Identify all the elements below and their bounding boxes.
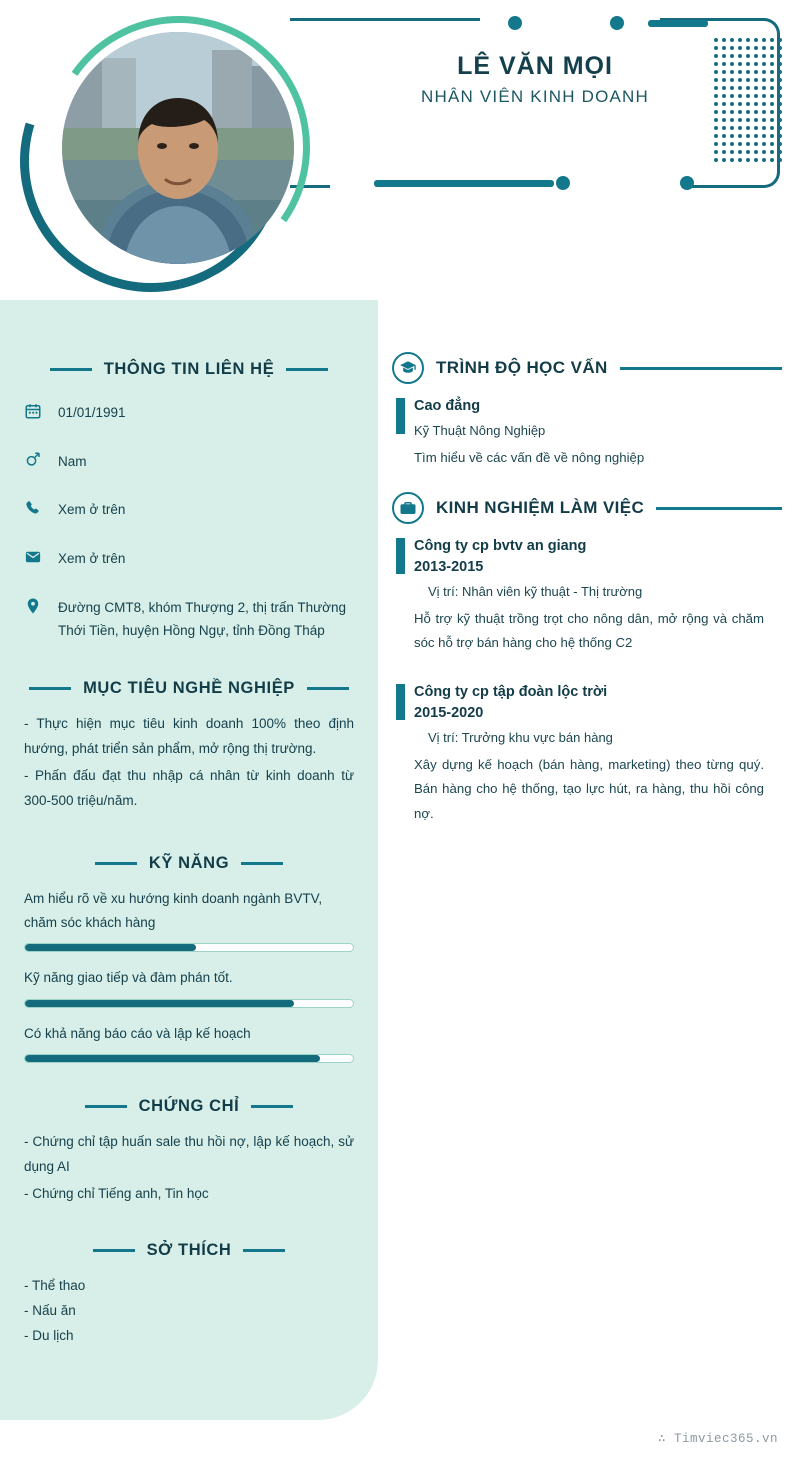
experience-company: Công ty cp tập đoàn lộc trời (414, 683, 608, 700)
contact-item-birthdate (24, 401, 350, 428)
email-icon (24, 548, 44, 574)
cv-header (0, 0, 800, 300)
objective-heading (24, 679, 354, 698)
job-title: NHÂN VIÊN KINH DOANH (420, 87, 650, 106)
objective-line-2: - Phấn đấu đạt thu nhập cá nhân từ kinh doanh từ 300-500 triệu/năm. (24, 767, 354, 808)
rule-right (241, 862, 283, 865)
education-major: Kỹ Thuật Nông Nghiệp (414, 423, 546, 439)
rule-right (656, 507, 782, 510)
experience-position: Vị trí: Trưởng khu vực bán hàng (428, 729, 613, 745)
gender-icon (24, 451, 44, 477)
contact-item-email[interactable] (24, 547, 350, 574)
experience-item (414, 682, 764, 826)
avatar (62, 32, 294, 264)
phone-icon (24, 499, 44, 525)
contact-item-address (24, 596, 350, 643)
experience-accent-bar (396, 684, 405, 720)
calendar-icon (24, 402, 44, 428)
hobby-line-3: - Du lịch (24, 1327, 74, 1343)
cv-body (0, 300, 800, 1460)
hobbies-heading (24, 1241, 354, 1260)
briefcase-icon (392, 492, 424, 524)
education-degree: Cao đẳng (414, 398, 481, 414)
rule-right (251, 1105, 293, 1108)
skill-progress (24, 943, 354, 952)
hobbies-heading-label: SỞ THÍCH (146, 1240, 232, 1259)
experience-heading (392, 492, 800, 524)
hobby-line-1: - Thể thao (24, 1277, 86, 1293)
skill-progress-fill (25, 1055, 320, 1062)
skills-heading (24, 854, 354, 873)
page-title: LÊ VĂN MỌI (457, 52, 613, 80)
header-bar-bottom (374, 180, 554, 187)
education-item (414, 396, 764, 470)
certificates-heading (24, 1097, 354, 1116)
experience-position: Vị trí: Nhân viên kỹ thuật - Thị trường (428, 584, 643, 600)
experience-company: Công ty cp bvtv an giang (414, 538, 587, 555)
name-block (300, 52, 770, 107)
rule-left (29, 687, 71, 690)
graduation-cap-icon (392, 352, 424, 384)
experience-period: 2015-2020 (414, 704, 484, 721)
education-description: Tìm hiểu về các vấn đề về nông nghiệp (414, 449, 645, 465)
contact-value-birthdate: 01/01/1991 (58, 405, 126, 420)
skill-label: Am hiểu rõ về xu hướng kinh doanh ngành BVTV, chăm sóc khách hàng (24, 890, 323, 930)
skill-progress-fill (25, 1000, 294, 1007)
rule-right (243, 1249, 285, 1252)
header-bar-top (648, 20, 708, 27)
certificate-line-1: - Chứng chỉ tập huấn sale thu hồi nợ, lập kế hoạch, sử dụng AI (24, 1133, 354, 1174)
contact-value-email: Xem ở trên (58, 550, 126, 566)
contact-item-phone[interactable] (24, 498, 350, 525)
contact-list (24, 401, 350, 643)
contact-heading (24, 360, 354, 379)
education-heading (392, 352, 800, 384)
experience-description: Xây dựng kế hoạch (bán hàng, marketing) theo từng quý. Bán hàng cho hệ thống, tạo lực hút, ra hàng, thu hồi công nợ. (414, 756, 764, 821)
experience-description: Hỗ trợ kỹ thuật trồng trọt cho nông dân, mở rộng và chăm sóc hỗ trợ bán hàng cho hệ thống C2 (414, 611, 764, 651)
photo-decoration-wrap (18, 8, 298, 288)
certificates-heading-label: CHỨNG CHỈ (138, 1096, 240, 1115)
education-heading-label: TRÌNH ĐỘ HỌC VẤN (436, 358, 608, 377)
header-dot-top-left (508, 16, 522, 30)
rule-left (50, 368, 92, 371)
experience-heading-label: KINH NGHIỆM LÀM VIỆC (436, 498, 645, 518)
skill-item (24, 887, 354, 953)
contact-heading-label: THÔNG TIN LIÊN HỆ (103, 360, 275, 378)
rule-left (93, 1249, 135, 1252)
skill-item (24, 966, 354, 1007)
experience-item (414, 536, 764, 656)
rule-right (286, 368, 328, 371)
header-frame-gap-top (480, 8, 660, 30)
skill-progress (24, 999, 354, 1008)
rule-left (85, 1105, 127, 1108)
skill-progress (24, 1054, 354, 1063)
location-icon (24, 597, 44, 623)
right-content (378, 300, 800, 1460)
experience-accent-bar (396, 538, 405, 574)
objective-heading-label: MỤC TIÊU NGHỀ NGHIỆP (83, 678, 295, 697)
left-sidebar (0, 300, 378, 1420)
experience-period: 2013-2015 (414, 559, 484, 576)
contact-value-address: Đường CMT8, khóm Thượng 2, thị trấn Thường Thới Tiền, huyện Hồng Ngự, tỉnh Đồng Tháp (58, 599, 347, 639)
skill-item (24, 1022, 354, 1063)
contact-item-gender (24, 450, 350, 477)
skills-heading-label: KỸ NĂNG (148, 853, 230, 872)
rule-right (307, 687, 349, 690)
education-accent-bar (396, 398, 405, 434)
contact-value-gender: Nam (58, 453, 87, 469)
watermark: ∴ Timviec365.vn (657, 1432, 778, 1446)
certificate-line-2: - Chứng chỉ Tiếng anh, Tin học (24, 1185, 209, 1201)
header-dot-bottom-left (556, 176, 570, 190)
header-dot-bottom-right (680, 176, 694, 190)
rule-right (620, 367, 782, 370)
objective-line-1: - Thực hiện mục tiêu kinh doanh 100% theo định hướng, phát triển sản phẩm, mở rộng thị trường. (24, 715, 354, 756)
skill-label: Kỹ năng giao tiếp và đàm phán tốt. (24, 970, 233, 986)
hobby-line-2: - Nấu ăn (24, 1302, 76, 1318)
header-dot-top-right (610, 16, 624, 30)
contact-value-phone: Xem ở trên (58, 502, 126, 518)
skill-label: Có khả năng báo cáo và lập kế hoạch (24, 1025, 251, 1041)
rule-left (95, 862, 137, 865)
skill-progress-fill (25, 944, 196, 951)
